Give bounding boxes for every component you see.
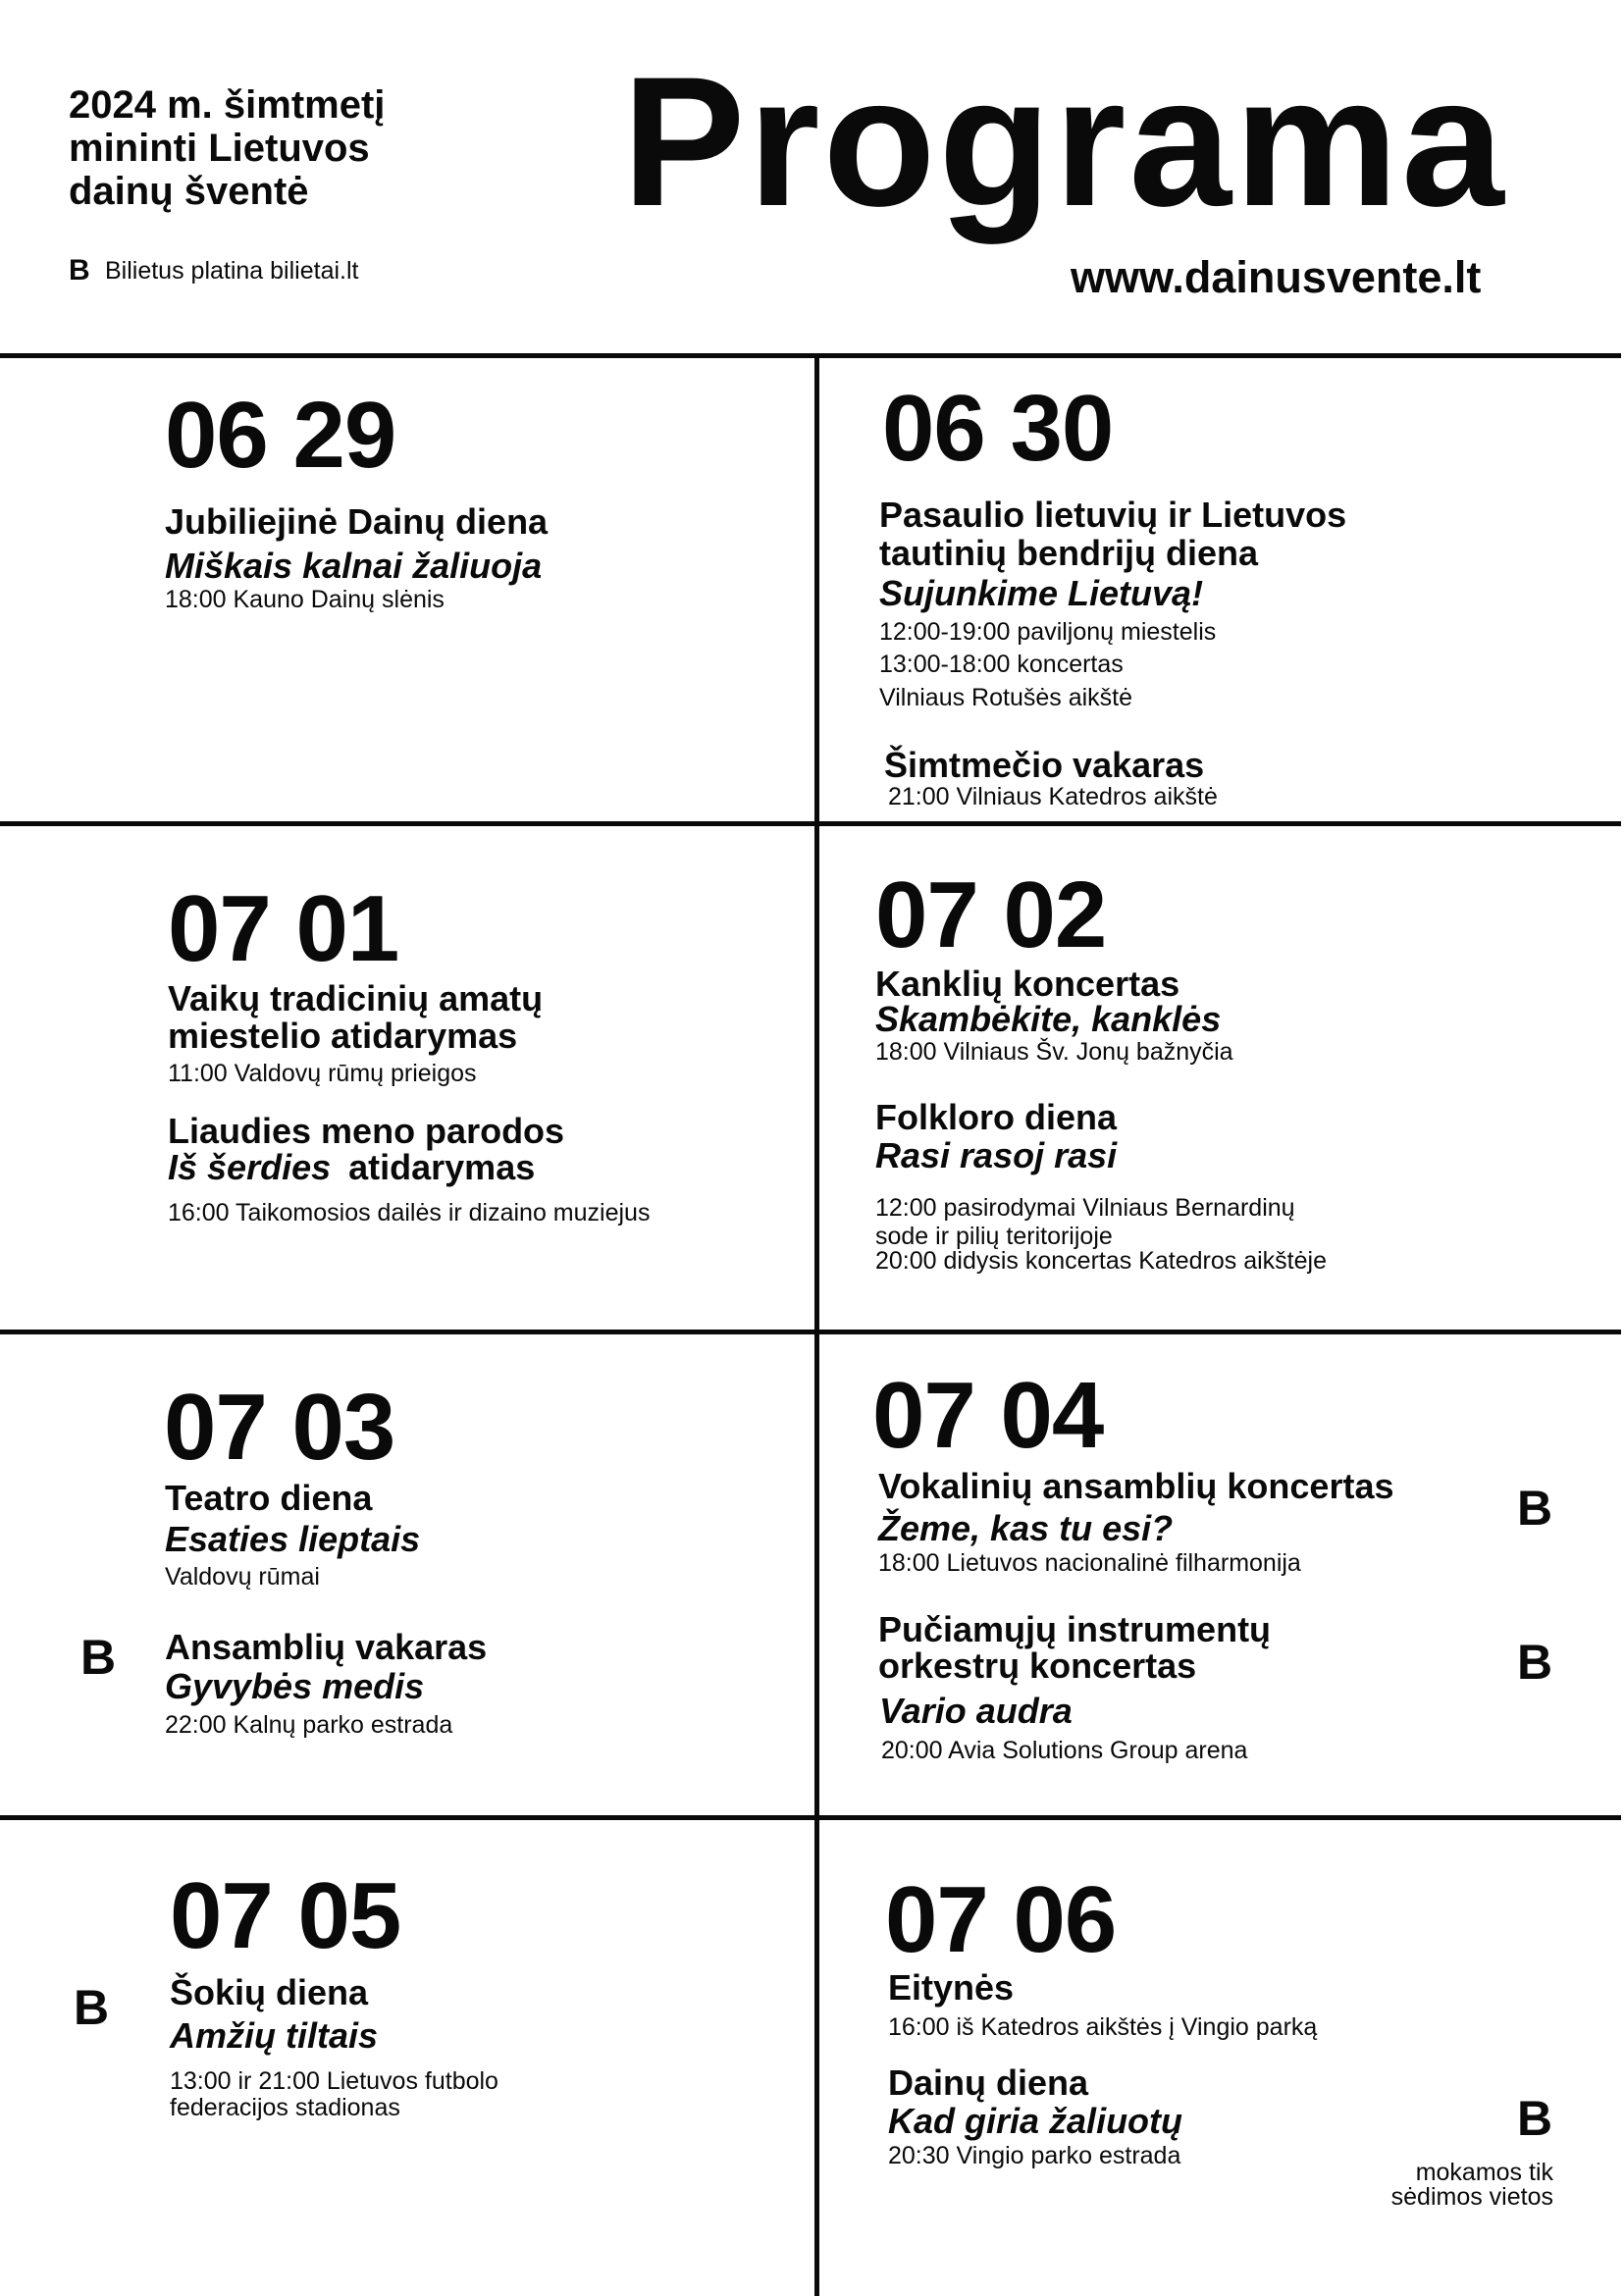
event-title: Liaudies meno parodos — [168, 1111, 565, 1151]
event-detail: 12:00-19:00 paviljonų miestelis — [879, 618, 1217, 646]
ticket-note: Bilietus platina bilietai.lt — [105, 257, 359, 285]
divider-horizontal — [0, 821, 1621, 826]
event-title: Šimtmečio vakaras — [884, 745, 1205, 785]
event-detail: 13:00 ir 21:00 Lietuvos futbolo — [170, 2067, 498, 2095]
ticket-note-line: sėdimos vietos — [1390, 2183, 1553, 2211]
event-title: Eitynės — [888, 1967, 1015, 2008]
event-title: Dainų diena — [888, 2062, 1089, 2103]
event-title: Teatro diena — [165, 1478, 373, 1518]
day-date: 07 03 — [164, 1375, 395, 1480]
ticket-marker: B — [69, 254, 90, 287]
event-detail: Vilniaus Rotušės aikštė — [879, 684, 1133, 711]
event-title: Jubiliejinė Dainų diena — [165, 501, 549, 542]
divider-vertical — [814, 355, 819, 2296]
event-detail: 21:00 Vilniaus Katedros aikštė — [888, 783, 1218, 810]
event-subtitle: Esaties lieptais — [165, 1519, 421, 1559]
ticket-note-line: mokamos tik — [1415, 2159, 1553, 2186]
day-date: 07 04 — [872, 1363, 1104, 1468]
day-date: 07 06 — [885, 1867, 1117, 1972]
day-date: 07 01 — [168, 876, 399, 981]
event-detail: 13:00-18:00 koncertas — [879, 651, 1124, 678]
day-date: 07 05 — [170, 1863, 401, 1968]
festival-title — [69, 83, 385, 213]
event-title: Vaikų tradicinių amatų — [168, 978, 544, 1018]
day-date: 07 02 — [875, 862, 1107, 967]
event-subtitle: Gyvybės medis — [165, 1666, 425, 1706]
divider-horizontal — [0, 1815, 1621, 1820]
event-subtitle: Vario audra — [879, 1691, 1073, 1731]
ticket-marker: B — [74, 1980, 110, 2035]
festival-title-line: dainų šventė — [69, 170, 309, 213]
event-subtitle: Žeme, kas tu esi? — [878, 1508, 1174, 1548]
ticket-marker: B — [80, 1630, 117, 1685]
event-title: Pasaulio lietuvių ir Lietuvos — [879, 495, 1347, 535]
event-detail: 18:00 Vilniaus Šv. Jonų bažnyčia — [875, 1038, 1233, 1066]
event-detail: 16:00 iš Katedros aikštės į Vingio parką — [888, 2013, 1318, 2041]
website-link[interactable]: www.dainusvente.lt — [1071, 252, 1482, 302]
festival-title-line: mininti Lietuvos — [69, 127, 370, 170]
event-detail: 11:00 Valdovų rūmų prieigos — [168, 1060, 477, 1087]
event-title: Pučiamųjų instrumentų — [878, 1609, 1272, 1649]
event-title: Folkloro diena — [875, 1097, 1118, 1137]
event-detail: 20:30 Vingio parko estrada — [888, 2142, 1181, 2169]
festival-title-line: 2024 m. šimtmetį — [69, 83, 386, 127]
event-subtitle: Skambėkite, kanklės — [875, 999, 1222, 1039]
event-title: Kanklių koncertas — [875, 964, 1180, 1004]
ticket-marker: B — [1517, 1635, 1553, 1690]
event-subtitle: Amžių tiltais — [170, 2015, 379, 2056]
event-title: tautinių bendrijų diena — [879, 533, 1258, 573]
event-title: Ansamblių vakaras — [165, 1627, 488, 1667]
ticket-marker: B — [1517, 2091, 1553, 2146]
divider-horizontal — [0, 353, 1621, 358]
event-title: orkestrų koncertas — [878, 1645, 1197, 1686]
event-detail: federacijos stadionas — [170, 2094, 400, 2121]
ticket-note — [1391, 2161, 1553, 2210]
event-subtitle — [168, 1149, 535, 1186]
page-heading: Programa — [622, 38, 1507, 244]
event-detail: Valdovų rūmai — [165, 1563, 320, 1591]
event-subtitle: Sujunkime Lietuvą! — [879, 573, 1204, 613]
event-detail: 12:00 pasirodymai Vilniaus Bernardinų — [875, 1194, 1295, 1222]
event-title: miestelio atidarymas — [168, 1016, 518, 1056]
event-title: Vokalinių ansamblių koncertas — [878, 1466, 1394, 1506]
event-detail: 18:00 Kauno Dainų slėnis — [165, 586, 445, 613]
event-detail: 18:00 Lietuvos nacionalinė filharmonija — [878, 1549, 1301, 1577]
day-date: 06 29 — [165, 383, 396, 488]
event-detail: 22:00 Kalnų parko estrada — [165, 1711, 453, 1739]
event-detail: 20:00 didysis koncertas Katedros aikštėje — [875, 1247, 1327, 1275]
event-detail: 16:00 Taikomosios dailės ir dizaino muziejus — [168, 1199, 651, 1226]
event-subtitle-suffix: atidarymas — [348, 1147, 536, 1187]
event-subtitle-italic: Iš šerdies — [168, 1147, 332, 1187]
event-detail: 20:00 Avia Solutions Group arena — [881, 1737, 1248, 1764]
event-detail: sode ir pilių teritorijoje — [875, 1223, 1113, 1250]
event-subtitle: Kad giria žaliuotų — [888, 2101, 1183, 2141]
ticket-marker: B — [1517, 1481, 1553, 1536]
divider-horizontal — [0, 1330, 1621, 1334]
day-date: 06 30 — [882, 376, 1114, 481]
event-title: Šokių diena — [170, 1972, 369, 2012]
event-subtitle: Rasi rasoj rasi — [875, 1135, 1118, 1175]
event-subtitle: Miškais kalnai žaliuoja — [165, 546, 543, 586]
